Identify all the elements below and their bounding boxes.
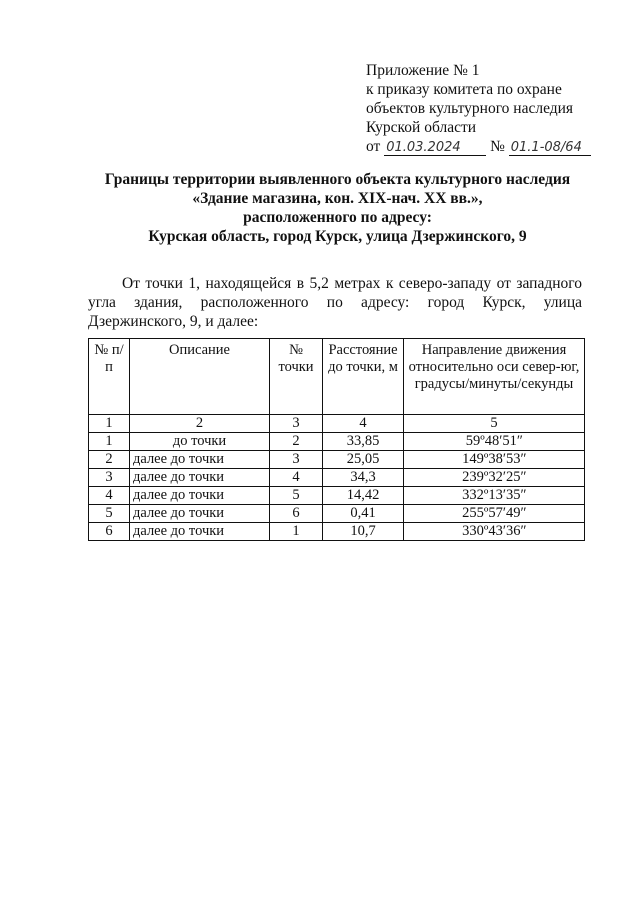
header-number: № п/п: [89, 339, 130, 415]
appendix-order-ref: к приказу комитета по охране: [366, 81, 562, 98]
header-point-number: № точки: [270, 339, 323, 415]
table-cell: 4: [270, 469, 323, 487]
header-distance: Расстояние до точки, м: [323, 339, 404, 415]
intro-paragraph: [88, 274, 582, 331]
table-cell: 3: [270, 451, 323, 469]
from-label: от: [366, 138, 381, 155]
table-cell: 1: [89, 415, 130, 433]
title-line-3: расположенного по адресу:: [243, 209, 432, 226]
table-row: [89, 523, 585, 541]
table-row: [89, 487, 585, 505]
table-cell: 14,42: [323, 487, 404, 505]
appendix-committee: объектов культурного наследия: [366, 100, 574, 117]
table-cell: 25,05: [323, 451, 404, 469]
table-cell: далее до точки: [130, 487, 270, 505]
table-index-row: [89, 415, 585, 433]
table-cell: 4: [323, 415, 404, 433]
table-cell: 1: [270, 523, 323, 541]
table-row: [89, 505, 585, 523]
appendix-title: Приложение № 1: [366, 62, 480, 79]
title-line-4: Курская область, город Курск, улица Дзержинского, 9: [148, 228, 527, 245]
table-cell: далее до точки: [130, 523, 270, 541]
table-cell: далее до точки: [130, 469, 270, 487]
header-description: Описание: [130, 339, 270, 415]
document-title: [60, 170, 615, 246]
table-cell: 239º32ʹ25ʺ: [404, 469, 585, 487]
appendix-region: Курской области: [366, 119, 477, 136]
table-cell: 330º43ʹ36ʺ: [404, 523, 585, 541]
table-cell: 5: [404, 415, 585, 433]
table-cell: 3: [270, 415, 323, 433]
table-cell: 149º38ʹ53ʺ: [404, 451, 585, 469]
boundary-points-table: [88, 338, 585, 541]
table-cell: 2: [130, 415, 270, 433]
table-cell: 5: [89, 505, 130, 523]
table-cell: до точки: [130, 433, 270, 451]
table-cell: 2: [270, 433, 323, 451]
table-cell: 1: [89, 433, 130, 451]
table-cell: 33,85: [323, 433, 404, 451]
table-row: [89, 469, 585, 487]
table-cell: 5: [270, 487, 323, 505]
order-date-number-row: [366, 137, 616, 156]
intro-text: От точки 1, находящейся в 5,2 метрах к северо-западу от западного угла здания, расположенного по адресу: город Курск, улица Дзержинского, 9, и далее:: [88, 275, 582, 330]
table-cell: 3: [89, 469, 130, 487]
header-direction: Направление движения относительно оси север-юг, градусы/минуты/секунды: [404, 339, 585, 415]
table-cell: 332º13ʹ35ʺ: [404, 487, 585, 505]
table-cell: 34,3: [323, 469, 404, 487]
table-cell: 10,7: [323, 523, 404, 541]
table-cell: 6: [89, 523, 130, 541]
table-cell: далее до точки: [130, 505, 270, 523]
table-row: [89, 451, 585, 469]
table-cell: далее до точки: [130, 451, 270, 469]
title-line-2: «Здание магазина, кон. XIX-нач. XX вв.»,: [192, 190, 483, 207]
table-cell: 255º57ʹ49ʺ: [404, 505, 585, 523]
appendix-block: [366, 61, 616, 156]
table-cell: 4: [89, 487, 130, 505]
handwritten-date: 01.03.2024: [384, 140, 486, 156]
table-cell: 6: [270, 505, 323, 523]
table-row: [89, 433, 585, 451]
table-cell: 2: [89, 451, 130, 469]
handwritten-order-number: 01.1-08/64: [509, 140, 591, 156]
number-label: №: [490, 138, 505, 155]
title-line-1: Границы территории выявленного объекта культурного наследия: [104, 171, 571, 188]
table-cell: 59º48ʹ51ʺ: [404, 433, 585, 451]
table-header-row: [89, 339, 585, 415]
table-cell: 0,41: [323, 505, 404, 523]
